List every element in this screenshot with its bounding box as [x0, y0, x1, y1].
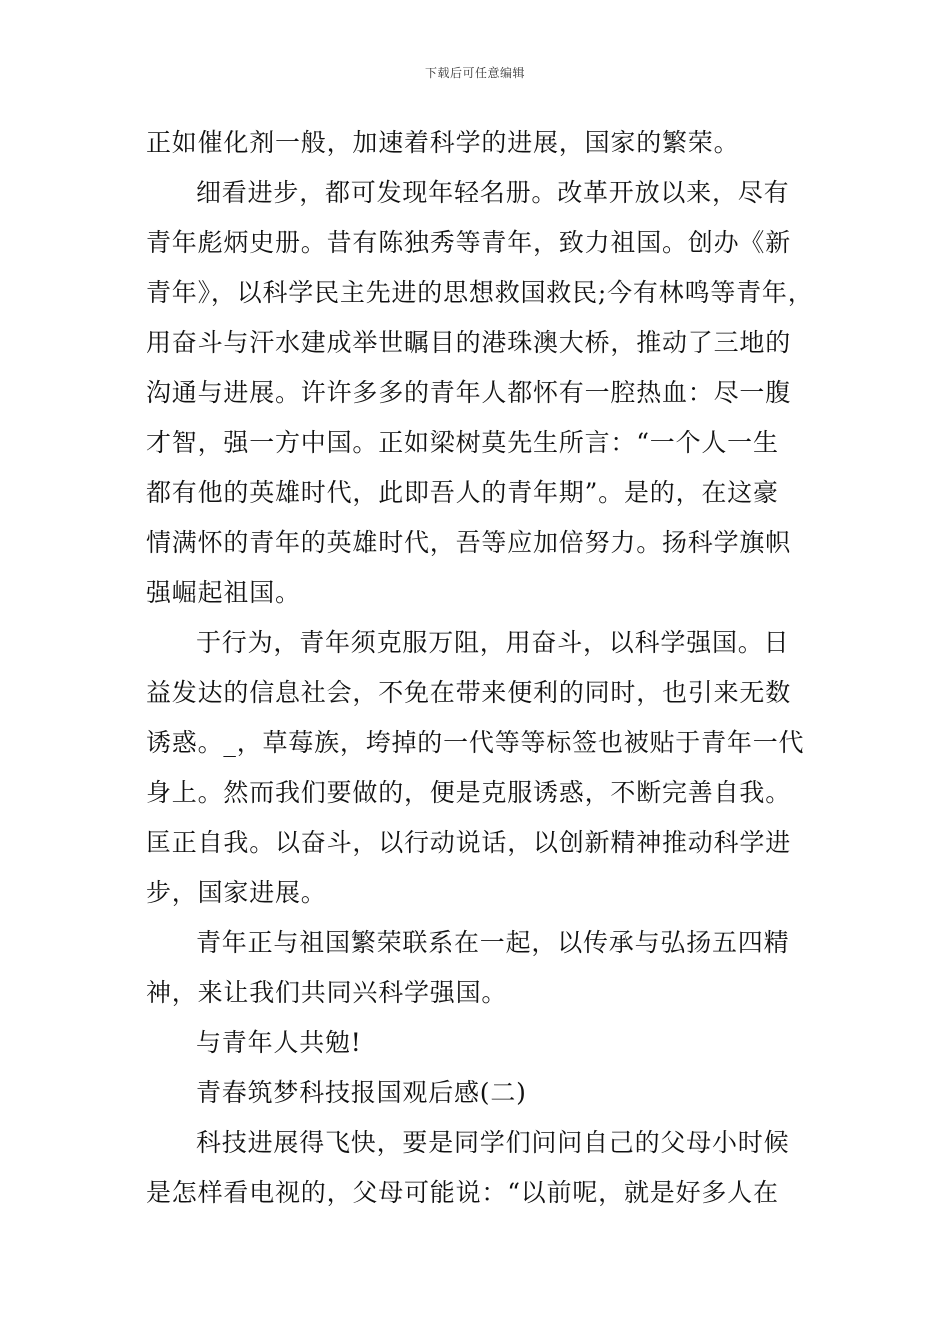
page-header: 下载后可任意编辑 [424, 66, 525, 80]
document-body [146, 118, 814, 1218]
text-line: 沟通与进展。许许多多的青年人都怀有一腔热血：尽一腹 [146, 378, 792, 407]
text-line: 匡正自我。以奋斗，以行动说话，以创新精神推动科学进 [146, 828, 792, 857]
text-line: 青年彪炳史册。昔有陈独秀等青年，致力祖国。创办《新 [146, 228, 792, 257]
text-line: 强崛起祖国。 [146, 578, 301, 607]
text-line: 益发达的信息社会，不免在带来便利的同时，也引来无数 [146, 678, 792, 707]
paragraph-start-line: 科技进展得飞快，要是同学们问问自己的父母小时候 [196, 1128, 790, 1157]
paragraph-start-line: 于行为，青年须克服万阻，用奋斗，以科学强国。日 [196, 628, 790, 657]
closing-line: 与青年人共勉! [196, 1028, 362, 1057]
text-line: 步，国家进展。 [146, 878, 327, 907]
section-title: 青春筑梦科技报国观后感(二) [196, 1078, 527, 1107]
text-line: 诱惑。_，草莓族，垮掉的一代等等标签也被贴于青年一代 [146, 728, 805, 757]
text-line: 才智，强一方中国。正如梁树莫先生所言：“一个人一生 [146, 428, 779, 457]
text-line: 情满怀的青年的英雄时代，吾等应加倍努力。扬科学旗帜 [146, 528, 792, 557]
text-line: 用奋斗与汗水建成举世瞩目的港珠澳大桥，推动了三地的 [146, 328, 792, 357]
text-line: 青年》，以科学民主先进的思想救国救民;今有林鸣等青年， [146, 278, 814, 307]
paragraph-start-line: 细看进步，都可发现年轻名册。改革开放以来，尽有 [196, 178, 790, 207]
text-line: 神，来让我们共同兴科学强国。 [146, 978, 508, 1007]
text-line: 是怎样看电视的，父母可能说：“以前呢，就是好多人在 [146, 1178, 779, 1207]
text-line: 都有他的英雄时代，此即吾人的青年期”。是的，在这豪 [146, 478, 779, 507]
text-line: 正如催化剂一般，加速着科学的进展，国家的繁荣。 [146, 128, 740, 157]
paragraph-start-line: 青年正与祖国繁荣联系在一起，以传承与弘扬五四精 [196, 928, 790, 957]
text-line: 身上。然而我们要做的，便是克服诱惑，不断完善自我。 [146, 778, 792, 807]
